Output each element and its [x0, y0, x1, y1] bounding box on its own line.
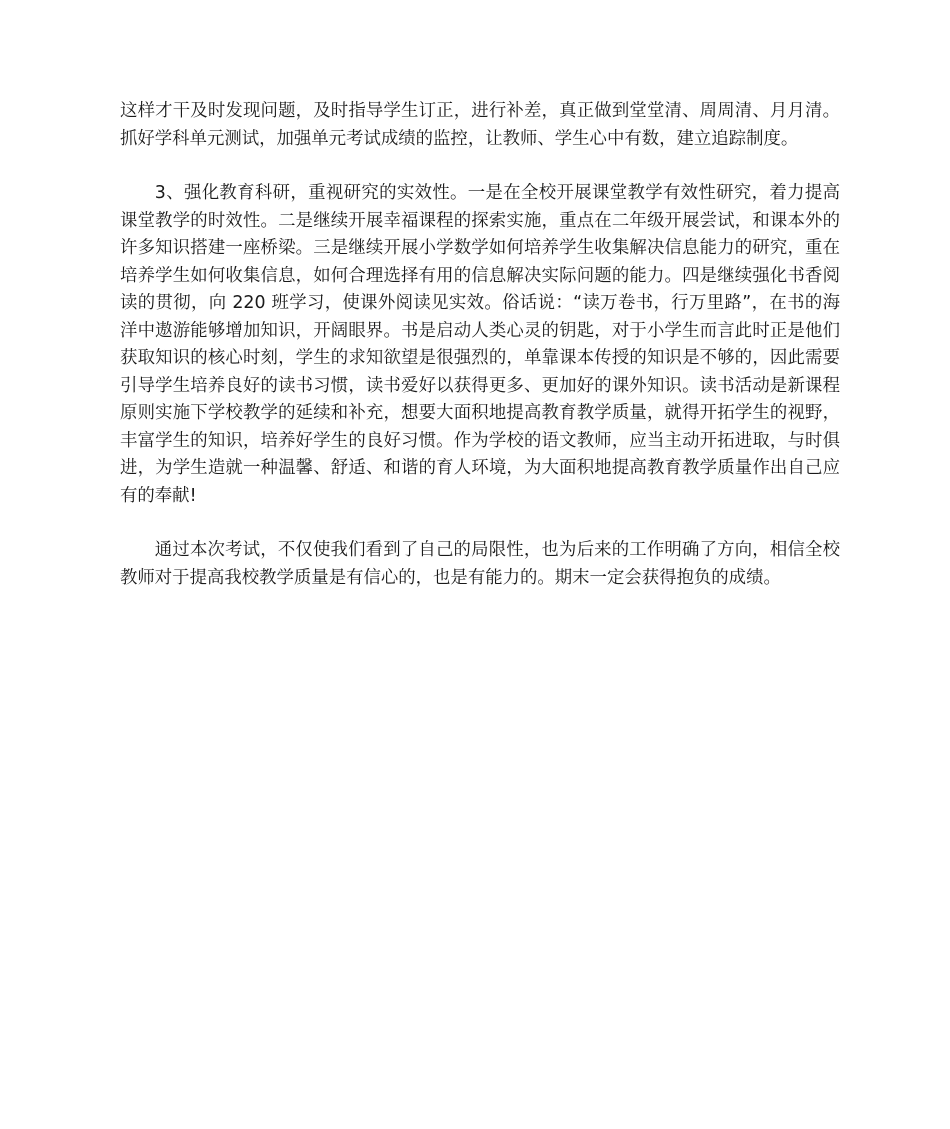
paragraph-research: 3、强化教育科研，重视研究的实效性。一是在全校开展课堂教学有效性研究，着力提高课堂教学的时效性。二是继续开展幸福课程的探索实施，重点在二年级开展尝试，和课本外的许多知识搭建一座桥梁。三是继续开展小学数学如何培养学生收集解决信息能力的研究，重在培养学生如何收集信息，如何合理选择有用的信息解决实际问题的能力。四是继续强化书香阅读的贯彻，向 220 班学习，使课外阅读见实效。俗话说：“读万卷书，行万里路”，在书的海洋中遨游能够增加知识，开阔眼界。书是启动人类心灵的钥匙，对于小学生而言此时正是他们获取知识的核心时刻，学生的求知欲望是很强烈的，单靠课本传授的知识是不够的，因此需要引导学生培养良好的读书习惯，读书爱好以获得更多、更加好的课外知识。读书活动是新课程原则实施下学校教学的延续和补充，想要大面积地提高教育教学质量，就得开拓学生的视野，丰富学生的知识，培养好学生的良好习惯。作为学校的语文教师，应当主动开拓进取，与时俱进，为学生造就一种温馨、舒适、和谐的育人环境，为大面积地提高教育教学质量作出自己应有的奉献! [120, 183, 840, 506]
paragraph-conclusion: 通过本次考试，不仅使我们看到了自己的局限性，也为后来的工作明确了方向，相信全校教师对于提高我校教学质量是有信心的，也是有能力的。期末一定会获得抱负的成绩。 [120, 540, 840, 588]
paragraph-continuation: 这样才干及时发现问题，及时指导学生订正，进行补差，真正做到堂堂清、周周清、月月清。抓好学科单元测试，加强单元考试成绩的监控，让教师、学生心中有数，建立追踪制度。 [120, 101, 840, 149]
document-page [120, 98, 840, 592]
